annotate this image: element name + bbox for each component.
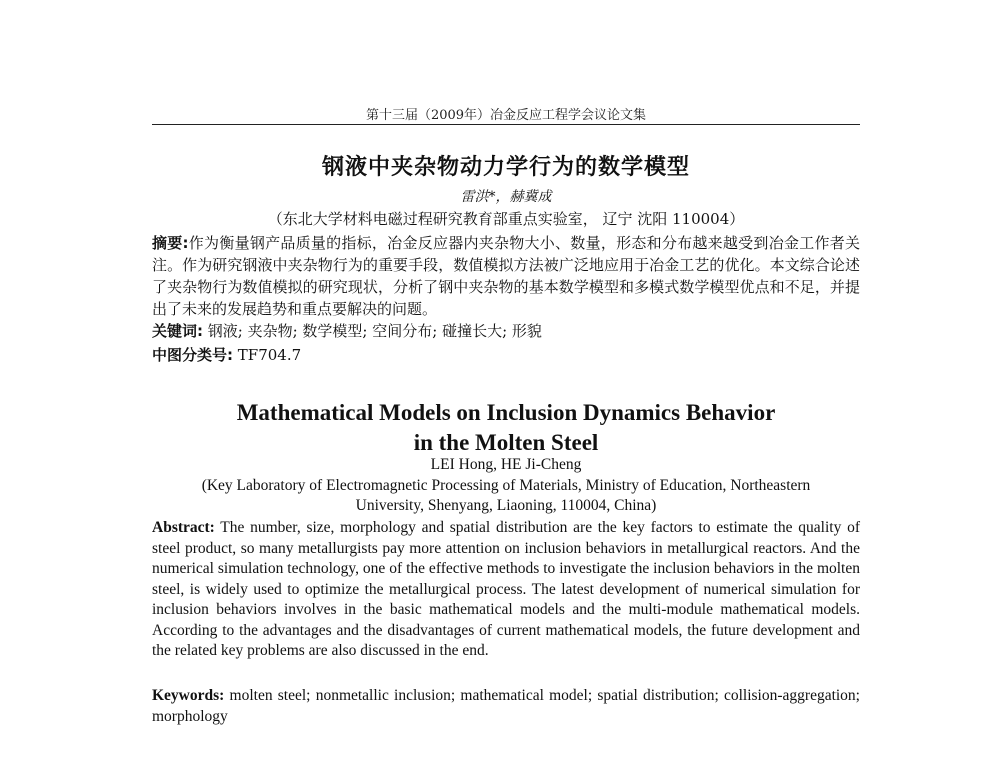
- chinese-classification: [152, 344, 860, 366]
- chinese-affiliation: （东北大学材料电磁过程研究教育部重点实验室， 辽宁 沈阳 110004）: [267, 210, 745, 228]
- english-affiliation: [152, 476, 860, 516]
- english-title-line2: in the Molten Steel: [413, 430, 599, 455]
- english-abstract: [152, 518, 860, 662]
- english-affiliation-line2: University, Shenyang, Liaoning, 110004, China): [355, 497, 657, 514]
- chinese-keywords-label: 关键词:: [152, 322, 203, 340]
- header-rule: [152, 124, 860, 125]
- chinese-classification-label: 中图分类号:: [152, 346, 233, 364]
- chinese-abstract: [152, 232, 860, 320]
- chinese-abstract-text: 作为衡量钢产品质量的指标，冶金反应器内夹杂物大小、数量，形态和分布越来越受到冶金工作者关注。作为研究钢液中夹杂物行为的重要手段，数值模拟方法被广泛地应用于冶金工艺的优化。本文综合论述了夹杂物行为数值模拟的研究现状，分析了钢中夹杂物的基本数学模型和多模式数学模型优点和不足，并提出了未来的发展趋势和重点要解决的问题。: [152, 234, 860, 318]
- chinese-title: 钢液中夹杂物动力学行为的数学模型: [321, 155, 690, 180]
- english-keywords-label: Keywords:: [152, 687, 225, 704]
- english-authors: LEI Hong, HE Ji-Cheng: [430, 456, 582, 473]
- chinese-keywords: [152, 320, 860, 342]
- english-abstract-label: Abstract:: [152, 519, 215, 536]
- chinese-classification-code: TF704.7: [237, 346, 302, 364]
- english-abstract-text: The number, size, morphology and spatial distribution are the key factors to estimate the quality of steel product, so many metallurgists pay more attention on inclusion behaviors in metallurgical reactors. And the numerical simulation technology, one of the effective methods to investigate the inclusion behaviors in the molten steel, is widely used to optimize the metallurgical process. The latest development of numerical simulation for inclusion behaviors involves in the basic mathematical models and the multi-module mathematical models. According to the advantages and the disadvantages of current mathematical models, the future development and the related key problems are also discussed in the end.: [152, 519, 860, 659]
- english-title: [152, 398, 860, 458]
- english-title-line1: Mathematical Models on Inclusion Dynamics Behavior: [236, 400, 776, 425]
- english-affiliation-line1: (Key Laboratory of Electromagnetic Processing of Materials, Ministry of Education, Northeastern: [201, 477, 811, 494]
- chinese-abstract-label: 摘要:: [152, 234, 189, 252]
- chinese-authors: 雷洪*，赫冀成: [460, 189, 552, 205]
- chinese-keywords-text: 钢液; 夹杂物; 数学模型; 空间分布; 碰撞长大; 形貌: [207, 322, 542, 340]
- english-keywords-text: molten steel; nonmetallic inclusion; mathematical model; spatial distribution; collision-aggregation; morphology: [152, 687, 860, 725]
- english-keywords: [152, 686, 860, 727]
- running-head: 第十三届（2009年）冶金反应工程学会议论文集: [365, 108, 647, 123]
